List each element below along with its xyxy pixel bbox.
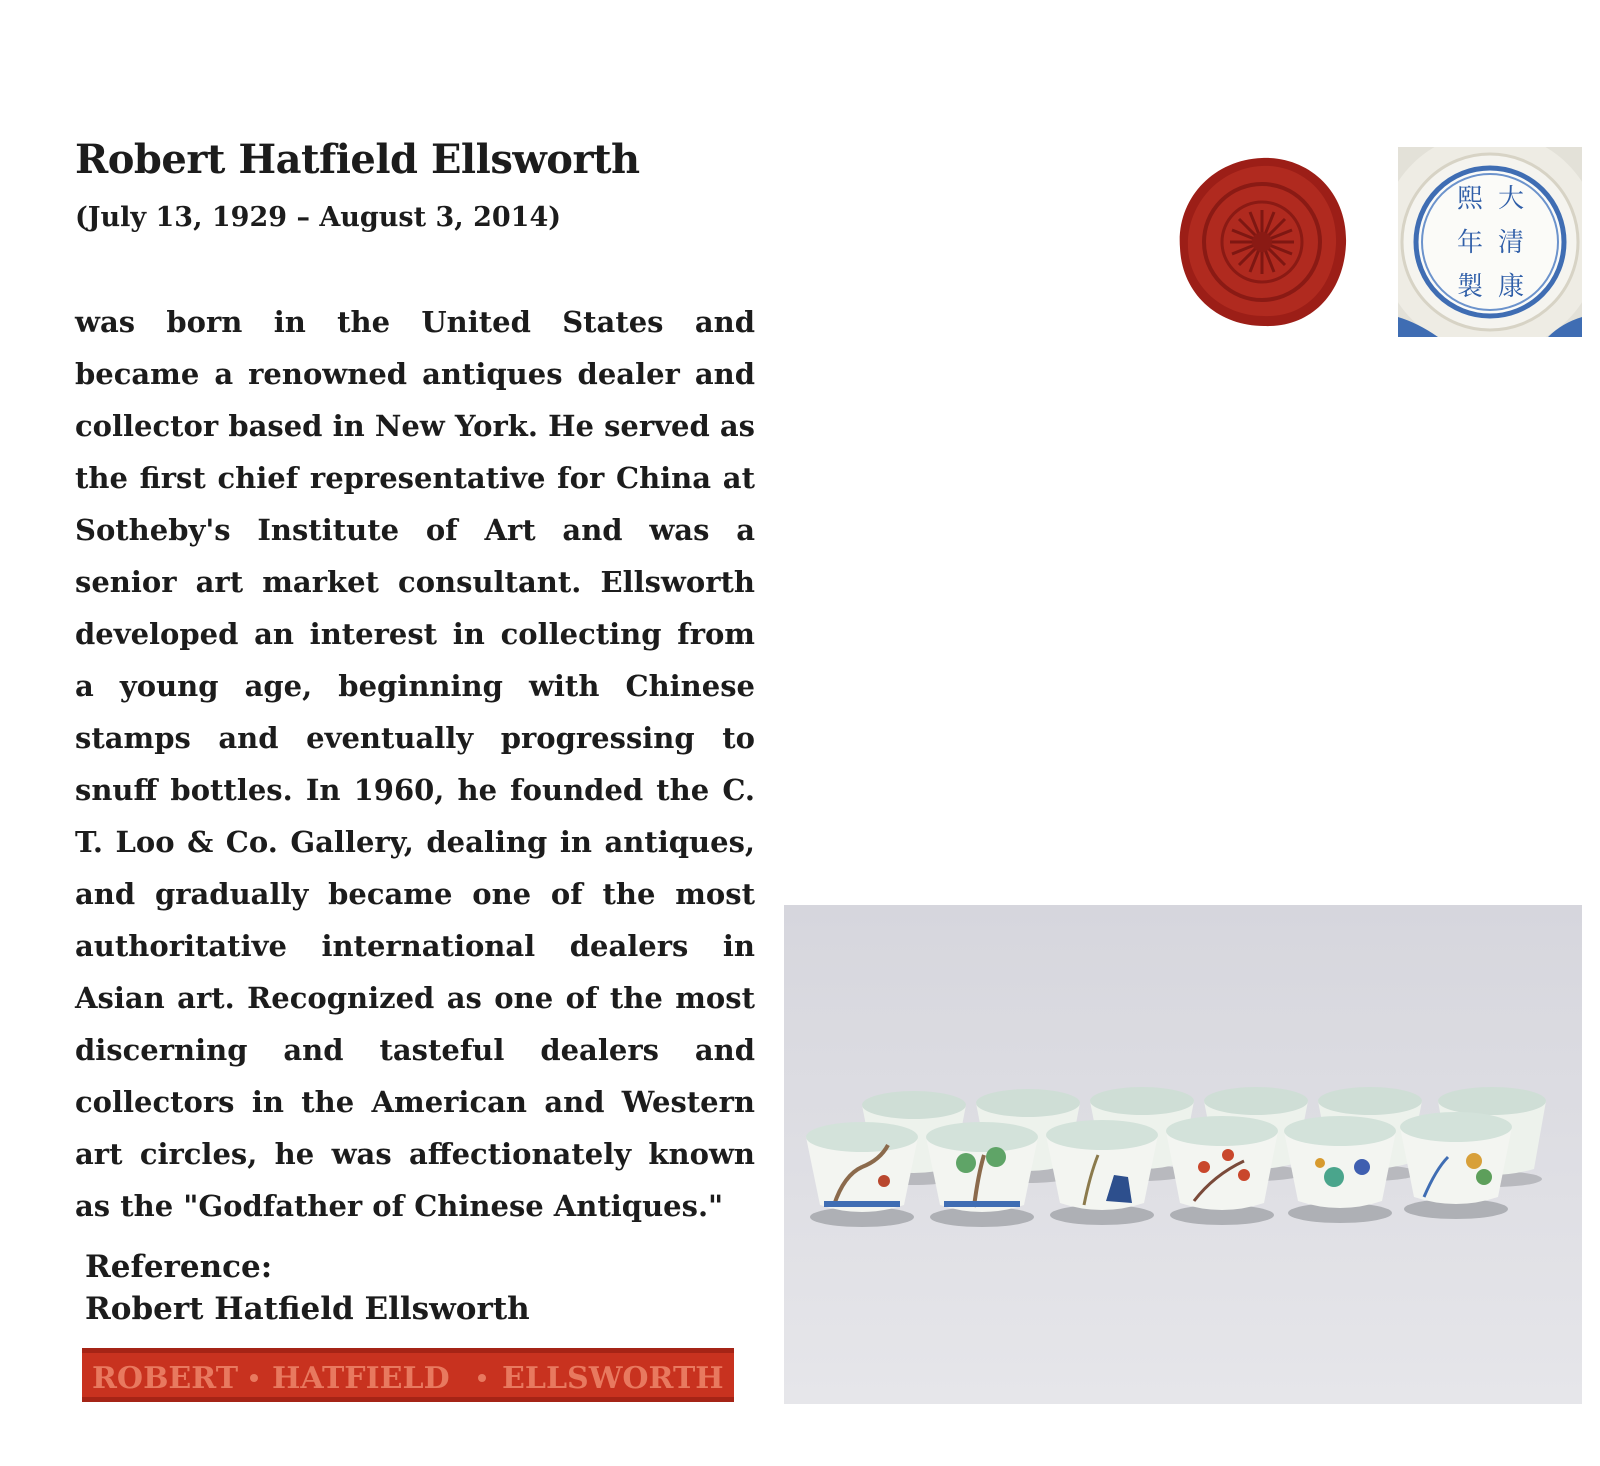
reference-label: Reference: <box>85 1249 273 1285</box>
reference-block <box>85 1246 530 1330</box>
seal-word-ellsworth: ELLSWORTH <box>502 1361 724 1396</box>
reference-name: Robert Hatfield Ellsworth <box>85 1291 530 1327</box>
reign-char-4: 熙 <box>1456 184 1484 214</box>
porcelain-cups-photo <box>784 905 1582 1404</box>
seal-word-hatfield: HATFIELD <box>272 1361 450 1396</box>
wax-seal-image <box>1172 152 1352 332</box>
red-seal-strip-image <box>82 1348 734 1402</box>
reign-char-3: 康 <box>1497 272 1525 302</box>
reign-char-1: 大 <box>1497 184 1525 214</box>
page-title: Robert Hatfield Ellsworth <box>75 136 640 183</box>
reign-char-6: 製 <box>1456 272 1484 302</box>
seal-word-robert: ROBERT <box>92 1361 239 1396</box>
reign-char-5: 年 <box>1456 228 1484 258</box>
life-dates: (July 13, 1929 – August 3, 2014) <box>75 202 562 233</box>
reign-char-2: 清 <box>1497 228 1525 258</box>
porcelain-base-mark-image <box>1398 147 1582 337</box>
biography-paragraph: was born in the United States and became a renowned antiques dealer and collector based in New York. He served as the first chief representative for China at Sotheby's Institute of Art and was a senior art market consultant. Ellsworth developed an interest in collecting from a young age, beginning with Chinese stamps and eventually progressing to snuff bottles. In 1960, he founded the C. T. Loo & Co. Gallery, dealing in antiques, and gradually became one of the most authoritative international dealers in Asian art. Recognized as one of the most discerning and tasteful dealers and collectors in the American and Western art circles, he was affectionately known as the "Godfather of Chinese Antiques." <box>75 305 755 1223</box>
